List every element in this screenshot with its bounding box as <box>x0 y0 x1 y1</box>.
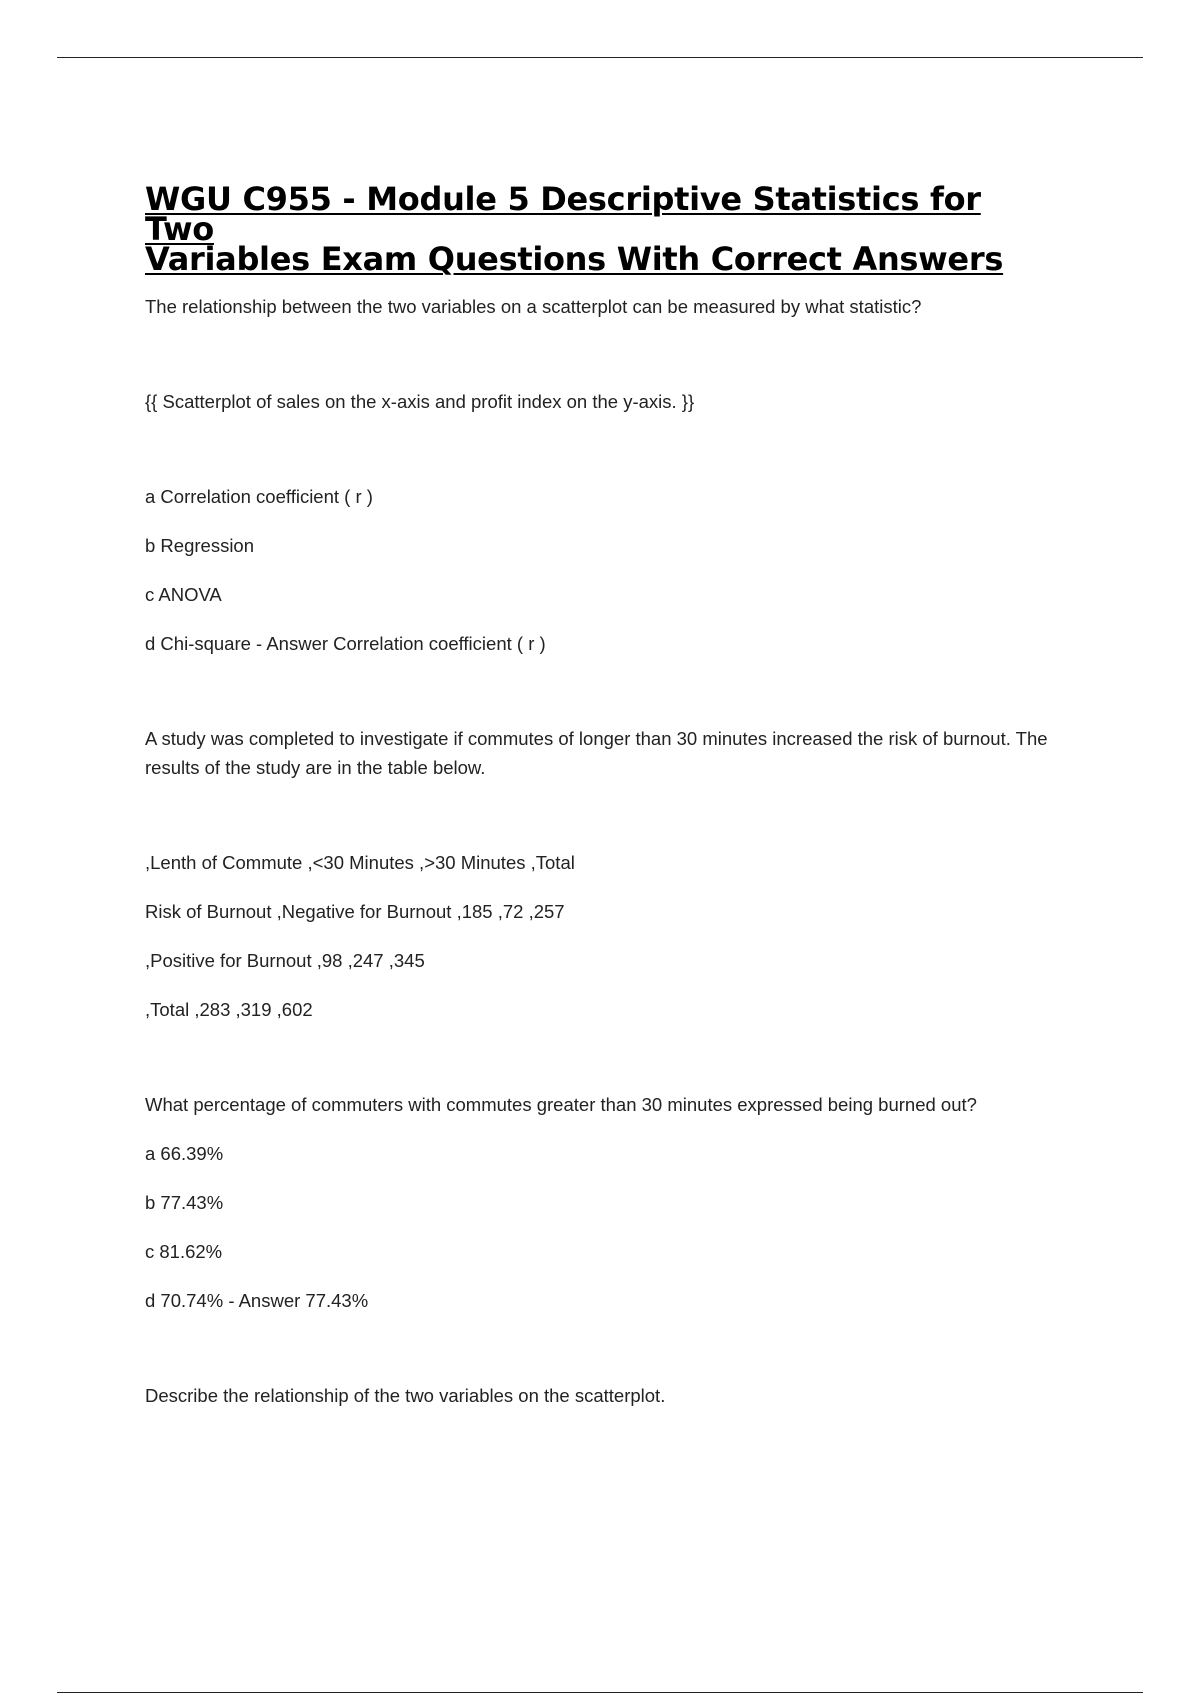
q2-option-b: b 77.43% <box>145 1192 224 1213</box>
q1-question: The relationship between the two variables on a scatterplot can be measured by what statistic? <box>145 296 922 317</box>
q2-question: What percentage of commuters with commutes greater than 30 minutes expressed being burned out? <box>145 1094 977 1115</box>
title-line-1: WGU C955 - Module 5 Descriptive Statistics for Two <box>145 180 981 248</box>
q2-intro: A study was completed to investigate if commutes of longer than 30 minutes increased the risk of burnout. The results of the study are in the table below. <box>145 728 1048 778</box>
document-body <box>145 180 1075 1410</box>
q3-question: Describe the relationship of the two variables on the scatterplot. <box>145 1385 666 1406</box>
document-title <box>145 180 1025 278</box>
table-row-header: ,Lenth of Commute ,<30 Minutes ,>30 Minutes ,Total <box>145 852 575 873</box>
q1-option-b: b Regression <box>145 535 255 556</box>
table-row-positive: ,Positive for Burnout ,98 ,247 ,345 <box>145 950 425 971</box>
q1-option-d: d Chi-square - Answer Correlation coefficient ( r ) <box>145 633 546 654</box>
footer-rule <box>57 1692 1143 1693</box>
q2-option-c: c 81.62% <box>145 1241 223 1262</box>
q2-option-a: a 66.39% <box>145 1143 224 1164</box>
table-row-negative: Risk of Burnout ,Negative for Burnout ,185 ,72 ,257 <box>145 901 565 922</box>
q1-figure-note: {{ Scatterplot of sales on the x-axis and profit index on the y-axis. }} <box>145 391 695 412</box>
table-row-total: ,Total ,283 ,319 ,602 <box>145 999 313 1020</box>
title-line-2: Variables Exam Questions With Correct Answers <box>145 240 1004 278</box>
q2-option-d: d 70.74% - Answer 77.43% <box>145 1290 369 1311</box>
header-rule <box>57 57 1143 58</box>
q1-option-c: c ANOVA <box>145 584 222 605</box>
q1-option-a: a Correlation coefficient ( r ) <box>145 486 373 507</box>
